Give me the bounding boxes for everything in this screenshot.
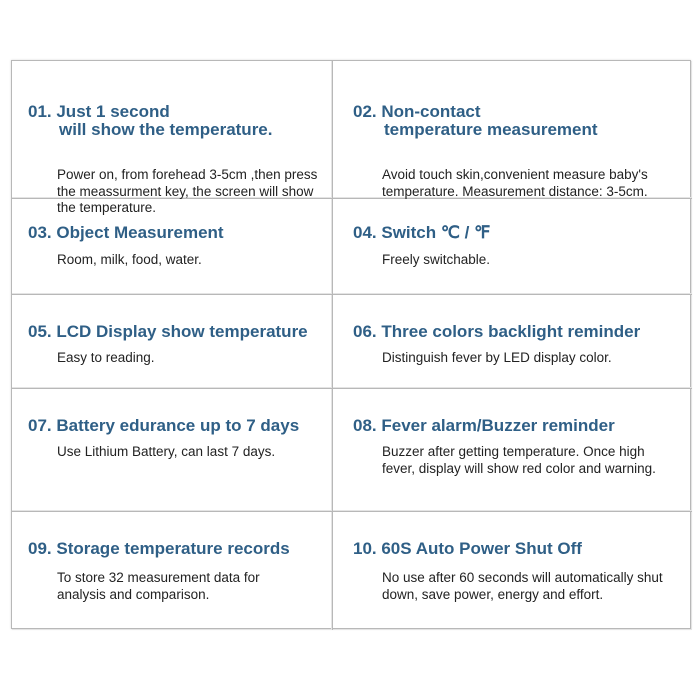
feature-description: Buzzer after getting temperature. Once high fever, display will show red color and warning. (382, 444, 656, 476)
feature-description: To store 32 measurement data for analysis and comparison. (57, 570, 260, 602)
feature-description: Easy to reading. (57, 350, 155, 365)
feature-cell-09 (12, 512, 333, 630)
feature-title-line1: 01. Just 1 second (28, 102, 170, 121)
feature-title: 04. Switch ℃ / ℉ (353, 223, 491, 242)
feature-title: 05. LCD Display show temperature (28, 322, 308, 341)
feature-cell-08 (333, 389, 692, 512)
feature-description: Power on, from forehead 3-5cm ,then press the meassurment key, the screen will show the temperature. (57, 167, 318, 215)
feature-title: 10. 60S Auto Power Shut Off (353, 539, 582, 558)
feature-cell-02 (333, 61, 692, 199)
feature-title: 06. Three colors backlight reminder (353, 322, 641, 341)
feature-description: Distinguish fever by LED display color. (382, 350, 612, 365)
feature-cell-03 (12, 199, 333, 295)
feature-cell-01 (12, 61, 333, 215)
feature-description: No use after 60 seconds will automatically shut down, save power, energy and effort. (382, 570, 663, 602)
feature-title: 08. Fever alarm/Buzzer reminder (353, 416, 615, 435)
feature-title (353, 85, 692, 157)
feature-cell-10 (333, 512, 692, 630)
feature-title-line2: will show the temperature. (59, 120, 273, 139)
feature-description: Use Lithium Battery, can last 7 days. (57, 444, 276, 459)
feature-description: Avoid touch skin,convenient measure baby's temperature. Measurement distance: 3-5cm. (382, 167, 648, 199)
feature-title: 09. Storage temperature records (28, 539, 290, 558)
feature-grid (11, 60, 691, 629)
feature-cell-06 (333, 295, 692, 389)
feature-title: 07. Battery edurance up to 7 days (28, 416, 300, 435)
feature-cell-04 (333, 199, 692, 295)
feature-description: Room, milk, food, water. (57, 252, 202, 267)
feature-title: 03. Object Measurement (28, 223, 224, 242)
feature-title-line2: temperature measurement (384, 120, 598, 139)
feature-title-line1: 02. Non-contact (353, 102, 481, 121)
feature-title (28, 85, 332, 157)
feature-cell-07 (12, 389, 333, 512)
feature-description: Freely switchable. (382, 252, 491, 267)
feature-cell-05 (12, 295, 333, 389)
